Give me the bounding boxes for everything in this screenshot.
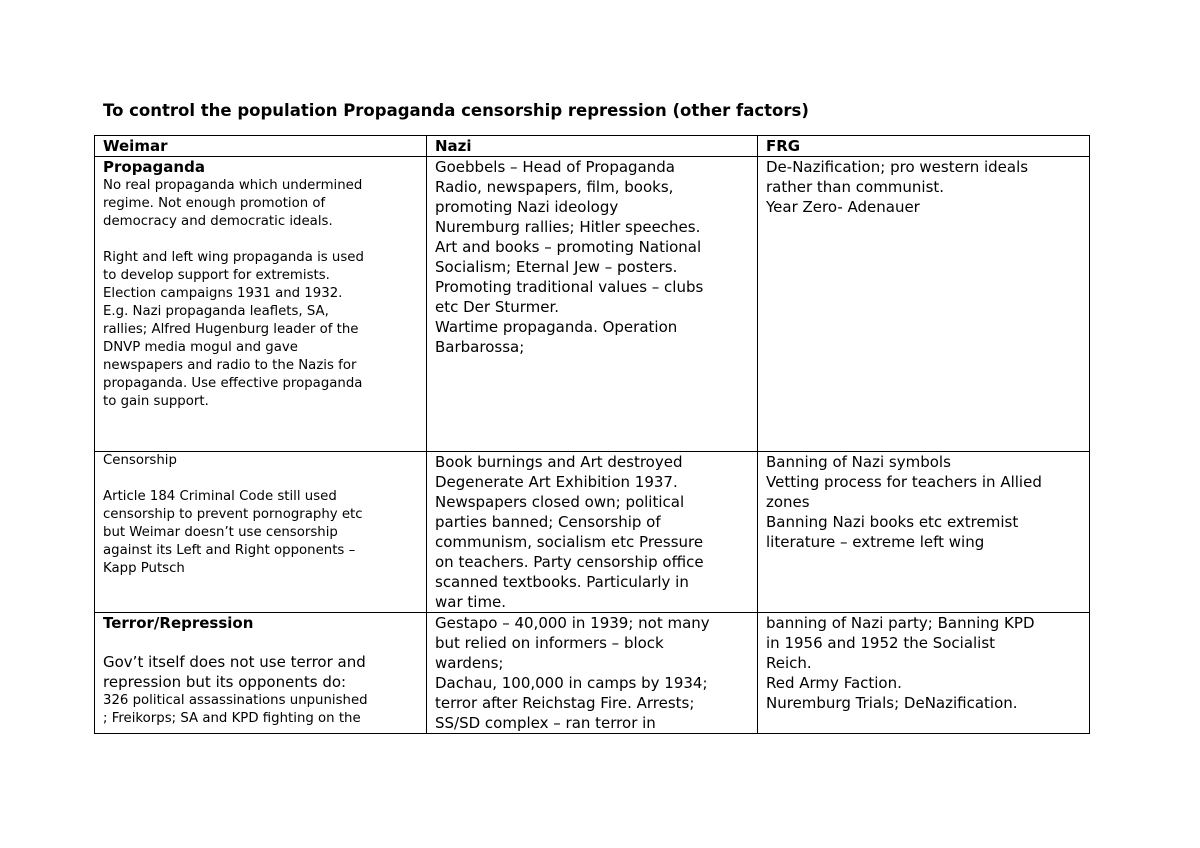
cell-line: Red Army Faction. [766,674,902,692]
cell-line: Right and left wing propaganda is used [103,250,364,265]
cell-line: zones [766,493,810,511]
cell-line: E.g. Nazi propaganda leaflets, SA, [103,304,329,319]
cell-line: wardens; [435,654,504,672]
header-nazi: Nazi [427,136,758,157]
cell-line: but relied on informers – block [435,634,664,652]
cell-line: rather than communist. [766,178,945,196]
cell-line: newspapers and radio to the Nazis for [103,358,357,373]
cell-line: parties banned; Censorship of [435,513,661,531]
cell-line: Election campaigns 1931 and 1932. [103,286,343,301]
cell-line: rallies; Alfred Hugenburg leader of the [103,322,359,337]
censorship-row [95,452,1090,613]
censorship-nazi-cell [427,452,758,613]
document-title: To control the population Propaganda censorship repression (other factors) [103,101,809,120]
cell-line: war time. [435,593,507,611]
cell-line: regime. Not enough promotion of [103,196,326,211]
cell-line: but Weimar doesn’t use censorship [103,525,338,540]
cell-line: Nuremburg Trials; DeNazification. [766,694,1018,712]
cell-line: to gain support. [103,394,209,409]
cell-line: literature – extreme left wing [766,533,985,551]
propaganda-weimar-cell [95,157,427,452]
header-frg: FRG [758,136,1090,157]
cell-line: Nuremburg rallies; Hitler speeches. [435,218,701,236]
cell-line: propaganda. Use effective propaganda [103,376,363,391]
cell-line: banning of Nazi party; Banning KPD [766,614,1035,632]
propaganda-nazi-cell [427,157,758,452]
propaganda-heading: Propaganda [103,158,205,176]
cell-line: scanned textbooks. Particularly in [435,573,689,591]
cell-line: Banning Nazi books etc extremist [766,513,1019,531]
cell-line: Promoting traditional values – clubs [435,278,704,296]
cell-line: Art and books – promoting National [435,238,702,256]
terror-nazi-cell [427,613,758,734]
cell-line: communism, socialism etc Pressure [435,533,704,551]
cell-line: Reich. [766,654,812,672]
cell-line: repression but its opponents do: [103,673,347,691]
cell-line: Vetting process for teachers in Allied [766,473,1042,491]
cell-line: ; Freikorps; SA and KPD fighting on the [103,711,361,726]
cell-line: De-Nazification; pro western ideals [766,158,1029,176]
cell-line: democracy and democratic ideals. [103,214,333,229]
header-row [95,136,1090,157]
cell-line: Degenerate Art Exhibition 1937. [435,473,678,491]
terror-heading: Terror/Repression [103,614,254,632]
cell-line: Kapp Putsch [103,561,185,576]
terror-frg-cell [758,613,1090,734]
cell-line: Goebbels – Head of Propaganda [435,158,675,176]
cell-line: No real propaganda which undermined [103,178,363,193]
terror-weimar-cell [95,613,427,734]
propaganda-row [95,157,1090,452]
censorship-heading: Censorship [103,453,177,468]
cell-line: on teachers. Party censorship office [435,553,704,571]
cell-line: Barbarossa; [435,338,525,356]
cell-line: etc Der Sturmer. [435,298,560,316]
cell-line: Book burnings and Art destroyed [435,453,683,471]
cell-line: Banning of Nazi symbols [766,453,951,471]
cell-line: Socialism; Eternal Jew – posters. [435,258,678,276]
cell-line: SS/SD complex – ran terror in [435,714,656,732]
cell-line: to develop support for extremists. [103,268,330,283]
cell-line: DNVP media mogul and gave [103,340,298,355]
header-weimar: Weimar [95,136,427,157]
comparison-table [94,135,1090,734]
cell-line: Gov’t itself does not use terror and [103,653,366,671]
cell-line: Gestapo – 40,000 in 1939; not many [435,614,710,632]
cell-line: against its Left and Right opponents – [103,543,356,558]
cell-line: 326 political assassinations unpunished [103,693,368,708]
propaganda-frg-cell [758,157,1090,452]
cell-line: censorship to prevent pornography etc [103,507,363,522]
censorship-weimar-cell [95,452,427,613]
cell-line: Newspapers closed own; political [435,493,685,511]
cell-line: Wartime propaganda. Operation [435,318,678,336]
censorship-frg-cell [758,452,1090,613]
cell-line: in 1956 and 1952 the Socialist [766,634,996,652]
terror-row [95,613,1090,734]
cell-line: Dachau, 100,000 in camps by 1934; [435,674,708,692]
cell-line: Year Zero- Adenauer [766,198,920,216]
cell-line: Radio, newspapers, film, books, [435,178,674,196]
cell-line: promoting Nazi ideology [435,198,619,216]
cell-line: Article 184 Criminal Code still used [103,489,337,504]
cell-line: terror after Reichstag Fire. Arrests; [435,694,695,712]
